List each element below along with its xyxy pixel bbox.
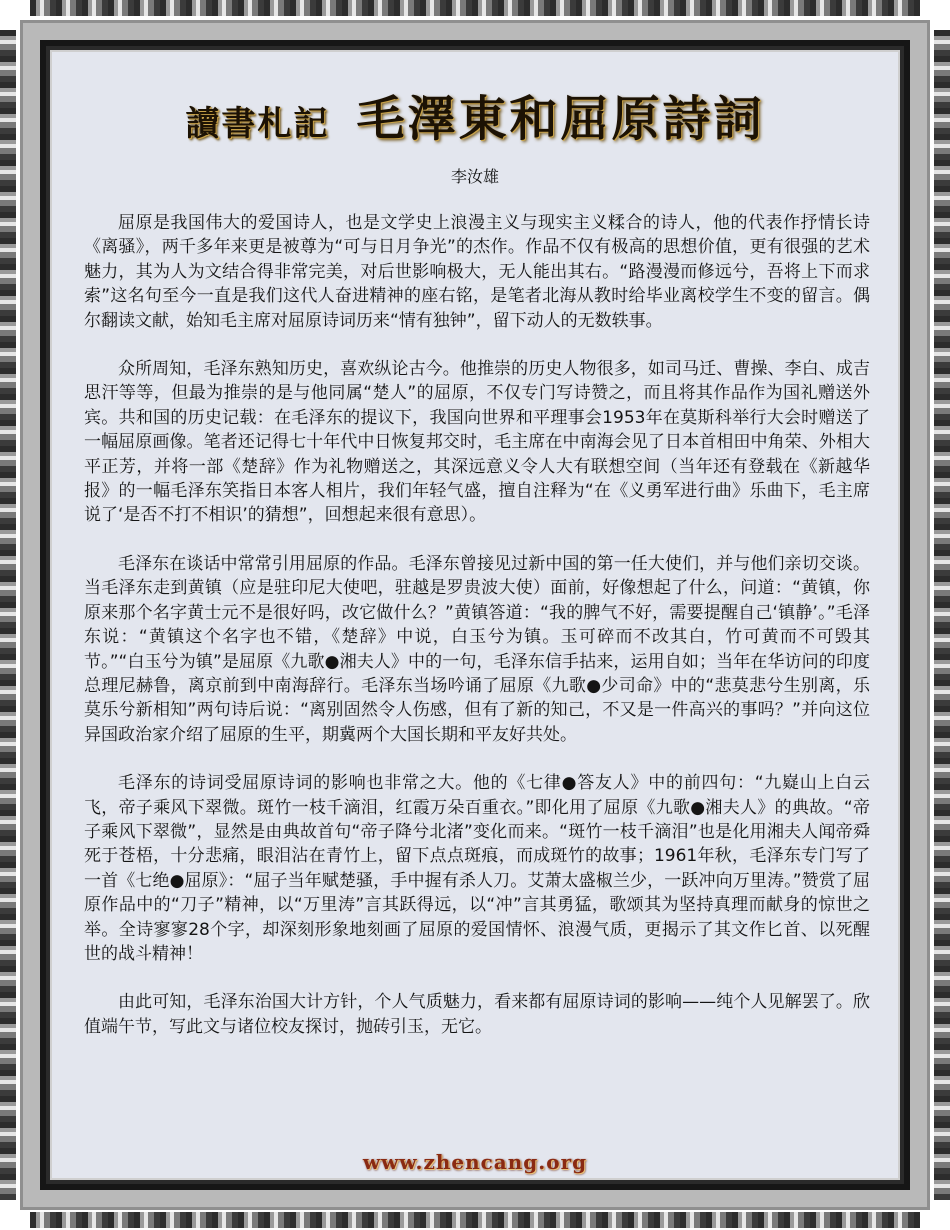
chain-border-top [30,0,920,16]
paragraph-4: 毛泽东的诗词受屈原诗词的影响也非常之大。他的《七律●答友人》中的前四句：“九嶷山上白云飞，帝子乘风下翠微。斑竹一枝千滴泪，红霞万朵百重衣。”即化用了屈原《九歌●湘夫人》的典故。“帝子乘风下翠微”，显然是由典故首句“帝子降兮北渚”变化而来。“斑竹一枝千滴泪”也是化用湘夫人闻帝舜死于苍梧，十分悲痛，眼泪沾在青竹上，留下点点斑痕，而成斑竹的故事；1961年秋，毛泽东专门写了一首《七绝●屈原》：“屈子当年赋楚骚，手中握有杀人刀。艾萧太盛椒兰少，一跃冲向万里涛。”赞赏了屈原作品中的“刀子”精神，以“万里涛”言其跃得远，以“冲”言其勇猛，歌颂其为坚持真理而献身的惊世之举。全诗寥寥28个字，却深刻形象地刻画了屈原的爱国情怀、浪漫气质，更揭示了其文作匕首、以死醒世的战斗精神！ [84,773,870,964]
site-watermark: www.zhencang.org [362,1150,588,1174]
paragraph-3: 毛泽东在谈话中常常引用屈原的作品。毛泽东曾接见过新中国的第一任大使们，并与他们亲切交谈。当毛泽东走到黄镇（应是驻印尼大使吧，驻越是罗贵波大使）面前，好像想起了什么，问道：“黄镇，你原来那个名字黄士元不是很好吗，改它做什么？”黄镇答道：“我的脾气不好，需要提醒自己‘镇静’。”毛泽东说：“黄镇这个名字也不错，《楚辞》中说，白玉兮为镇。玉可碎而不改其白，竹可黄而不可毁其节。”“白玉兮为镇”是屈原《九歌●湘夫人》中的一句，毛泽东信手拈来，运用自如；当年在华访问的印度总理尼赫鲁，离京前到中南海辞行。毛泽东当场吟诵了屈原《九歌●少司命》中的“悲莫悲兮生别离，乐莫乐兮新相知”两句诗后说：“离别固然令人伤感，但有了新的知己，不又是一件高兴的事吗？”并向这位异国政治家介绍了屈原的生平，期冀两个大国长期和平友好共处。 [84,553,870,745]
article-title: 毛澤東和屈原詩詞 [356,91,765,147]
article-body [84,211,870,1063]
author-name: 李汝雄 [450,167,499,186]
chain-border-left [0,30,16,1200]
chain-border-right [934,30,950,1200]
paragraph-2: 众所周知，毛泽东熟知历史，喜欢纵论古今。他推崇的历史人物很多，如司马迁、曹操、李白、成吉思汗等等，但最为推崇的是与他同属“楚人”的屈原，不仅专门写诗赞之，而且将其作品作为国礼赠送外宾。共和国的历史记载：在毛泽东的提议下，我国向世界和平理事会1953年在莫斯科举行大会时赠送了一幅屈原画像。笔者还记得七十年代中日恢复邦交时，毛主席在中南海会见了日本首相田中角荣、外相大平正芳，并将一部《楚辞》作为礼物赠送之，其深远意义令人大有联想空间（当年还有登载在《新越华报》的一幅毛泽东笑指日本客人相片，我们年轻气盛，擅自注释为“在《义勇军进行曲》乐曲下，毛主席说了‘是否不打不相识’的猜想”，回想起来很有意思）。 [84,359,870,526]
title-row [0,80,950,149]
series-label: 讀書札記 [185,104,330,144]
paragraph-5: 由此可知，毛泽东治国大计方针，个人气质魅力，看来都有屈原诗词的影响——纯个人见解罢了。欣值端午节，写此文与诸位校友探讨，抛砖引玉，无它。 [84,992,870,1037]
paragraph-1: 屈原是我国伟大的爱国诗人，也是文学史上浪漫主义与现实主义糅合的诗人，他的代表作抒情长诗《离骚》，两千多年来更是被尊为“可与日月争光”的杰作。作品不仅有极高的思想价值，更有很强的艺术魅力，其为人为文结合得非常完美，对后世影响极大，无人能出其右。“路漫漫而修远兮，吾将上下而求索”这名句至今一直是我们这代人奋进精神的座右铭，是笔者北海从教时给毕业离校学生不变的留言。偶尔翻读文献，始知毛主席对屈原诗词历来“情有独钟”，留下动人的无数轶事。 [84,213,870,331]
chain-border-bottom [30,1212,920,1228]
